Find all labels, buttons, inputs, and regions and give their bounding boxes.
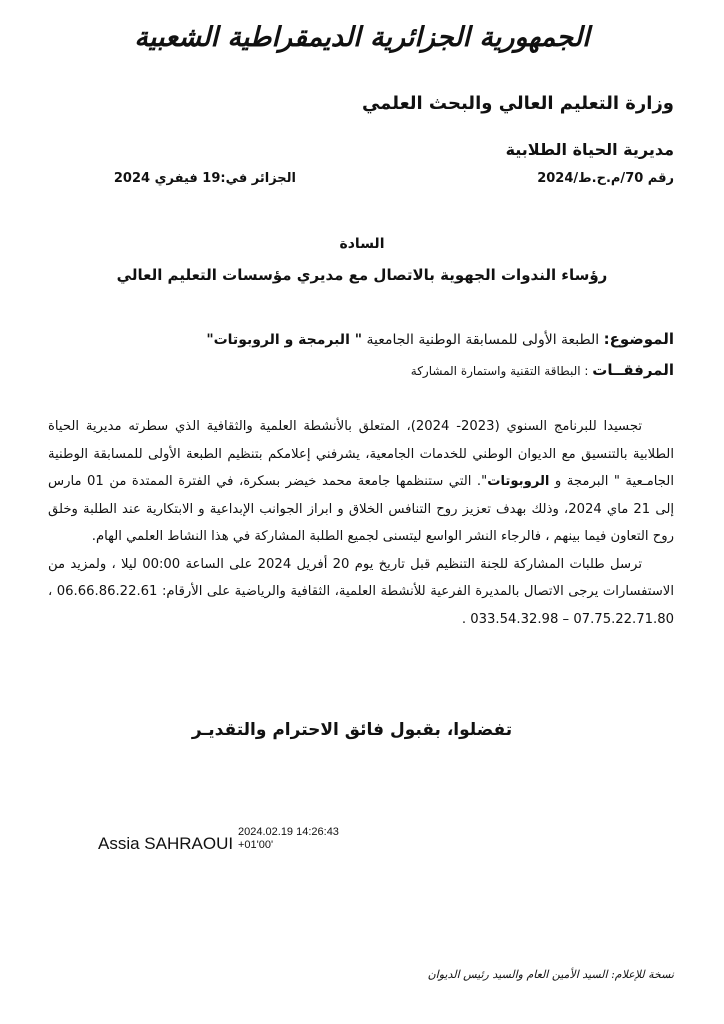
republic-header: الجمهورية الجزائرية الديمقراطية الشعبية bbox=[134, 22, 590, 53]
subject-highlight: " البرمجة و الروبوتات" bbox=[206, 332, 363, 348]
subject-text: الطبعة الأولى للمسابقة الوطنية الجامعية bbox=[362, 332, 604, 348]
body-paragraph-1 bbox=[48, 413, 674, 551]
closing-formula: تفضلوا، بقبول فائق الاحترام والتقديـر bbox=[191, 720, 513, 740]
signature-timestamp bbox=[238, 826, 339, 852]
directorate-name: مديرية الحياة الطلابية bbox=[505, 140, 674, 159]
addressee-title: السادة bbox=[339, 236, 385, 252]
place-date: الجزائر في:19 فيفري 2024 bbox=[113, 171, 296, 186]
addressee-line: رؤساء الندوات الجهوية بالاتصال مع مديري مؤسسات التعليم العالي bbox=[116, 266, 608, 284]
signature-timezone: +01'00' bbox=[238, 839, 274, 851]
attachments-line bbox=[411, 361, 674, 379]
signer-name: Assia SAHRAOUI bbox=[98, 834, 234, 853]
copy-to-note: نسخة للإعلام: السيد الأمين العام والسيد رئيس الديوان bbox=[427, 968, 674, 981]
reference-number: رقم 70/م.ح.ط/2024 bbox=[537, 171, 674, 186]
letter-body bbox=[48, 413, 674, 633]
body-p1-end: ". التي ستنظمها جامعة محمد خيضر بسكرة، في الفترة الممتدة من 01 مارس إلى 21 ماي 2024، وذلك بهدف تعزيز روح التنافس الخلاق و ابراز الجوانب الإبداعية و الابتكارية عند الطلبة وخلق روح التعاون فيما بينهم ، فالرجاء النشر الواسع ليتسنى لجميع الطلبة المشاركة في هذا النشاط العلمي الهام. bbox=[48, 474, 674, 544]
body-p1-start: تجسيدا للبرنامج السنوي (2023- 2024)، المتعلق بالأنشطة العلمية والثقافية الذي سطرته مديرية الحياة الطلابية بالتنسيق مع الديوان الوطني للخدمات الجامعية، يشرفني إعلامكم بتنظيم الطبعة الأولى للمسابقة الوطنية الجامـعية " البرمجة و bbox=[48, 419, 674, 489]
attachments-label: المرفقــات bbox=[592, 361, 674, 379]
ministry-name: وزارة التعليم العالي والبحث العلمي bbox=[361, 93, 674, 114]
attachments-text: : البطاقة التقنية واستمارة المشاركة bbox=[410, 364, 593, 378]
subject-label: الموضوع: bbox=[603, 330, 674, 348]
signature-datetime: 2024.02.19 14:26:43 bbox=[238, 826, 339, 838]
body-p1-bold: الروبوتات bbox=[487, 474, 550, 489]
body-paragraph-2: ترسل طلبات المشاركة للجنة التنظيم قبل تاريخ يوم 20 أفريل 2024 على الساعة 00:00 ليلا ، ولمزيد من الاستفسارات يرجى الاتصال بالمديرة الفرعية للأنشطة العلمية، الثقافية والرياضية على الأرقام: 06.66.86.22.61 ، 07.75.22.71.80 – 033.54.32.98 . bbox=[48, 556, 674, 627]
subject-line bbox=[206, 330, 674, 348]
